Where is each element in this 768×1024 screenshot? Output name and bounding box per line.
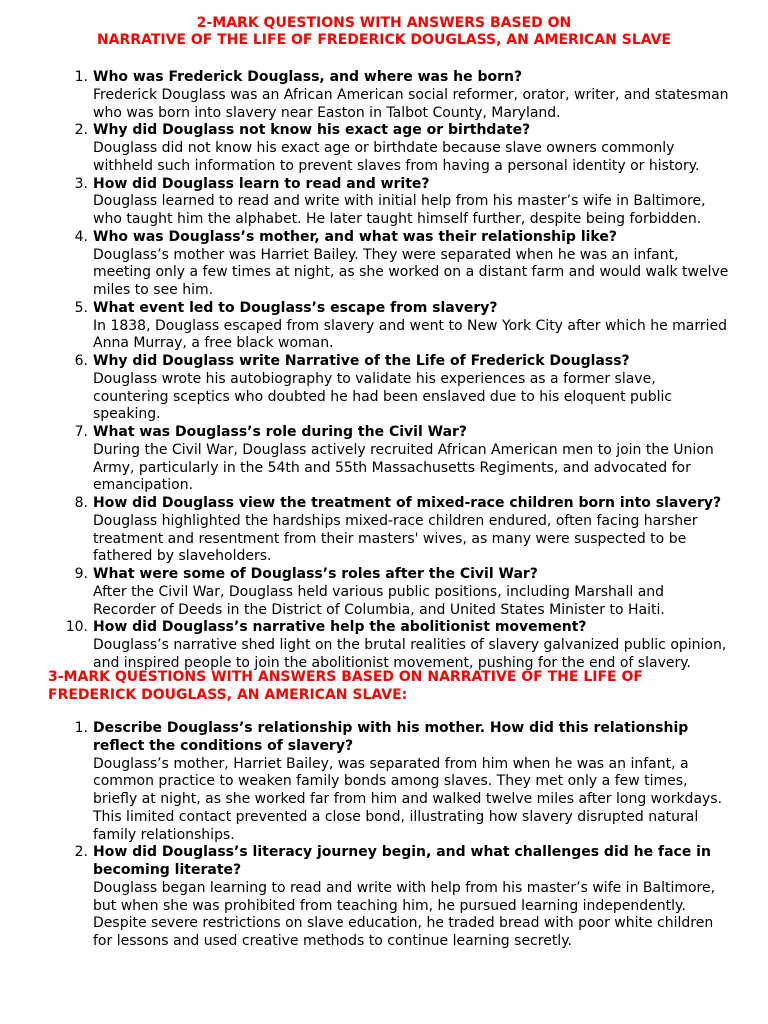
- list-item: [48, 122, 730, 175]
- item-number: 7.: [74, 424, 88, 440]
- list-item: [48, 229, 730, 300]
- question-text: Why did Douglass not know his exact age or birthdate?: [93, 122, 531, 139]
- question-text: Who was Douglass’s mother, and what was their relationship like?: [93, 228, 617, 245]
- item-number: 6.: [74, 353, 88, 369]
- item-number: 5.: [74, 299, 88, 316]
- answer-text: Douglass wrote his autobiography to validate his experiences as a former slave, countering sceptics who doubted he had been enslaved due to his eloquent public speaking.: [93, 370, 673, 423]
- answer-text: Douglass learned to read and write with initial help from his master’s wife in Baltimore, who taught him the alphabet. He later taught himself further, despite being forbidden.: [93, 193, 706, 227]
- answer-text: Douglass began learning to read and write with help from his master’s wife in Baltimore, but when she was prohibited from teaching him, he pursued learning independently. Despite severe restrictions on slave education, he traded bread with poor white children for lessons and used creative methods to continue learning secretly.: [93, 879, 716, 949]
- question-text: How did Douglass’s literacy journey begin, and what challenges did he face in becoming literate?: [93, 844, 711, 878]
- section1-list: [48, 69, 730, 673]
- list-item: [48, 495, 730, 566]
- section2-title-line1: 3-MARK QUESTIONS WITH ANSWERS BASED ON NARRATIVE OF THE LIFE OF: [48, 669, 643, 685]
- answer-text: After the Civil War, Douglass held various public positions, including Marshall and Recorder of Deeds in the District of Columbia, and United States Minister to Haiti.: [93, 583, 665, 618]
- list-item: [48, 844, 730, 951]
- question-text: Why did Douglass write Narrative of the Life of Frederick Douglass?: [93, 353, 630, 369]
- list-item: [48, 300, 730, 353]
- answer-text: Douglass’s mother, Harriet Bailey, was separated from him when he was an infant, a common practice to weaken family bonds among slaves. They met only a few times, briefly at night, as she worked far from him and walked twelve miles after long workdays. This limited contact prevented a close bond, illustrating how slavery disrupted natural family relationships.: [93, 755, 723, 843]
- question-text: Describe Douglass’s relationship with his mother. How did this relationship reflect the conditions of slavery?: [93, 720, 689, 754]
- item-number: 2.: [74, 122, 88, 139]
- answer-text: Frederick Douglass was an African American social reformer, orator, writer, and statesman who was born into slavery near Easton in Talbot County, Maryland.: [93, 86, 729, 121]
- item-number: 4.: [74, 228, 88, 245]
- item-number: 9.: [74, 566, 88, 582]
- question-text: How did Douglass view the treatment of mixed-race children born into slavery?: [93, 495, 722, 511]
- item-number: 2.: [74, 844, 88, 861]
- question-text: How did Douglass learn to read and write?: [93, 175, 430, 192]
- section1-title-line2: NARRATIVE OF THE LIFE OF FREDERICK DOUGLASS, AN AMERICAN SLAVE: [96, 32, 672, 48]
- list-item: [48, 424, 730, 495]
- answer-text: Douglass’s mother was Harriet Bailey. They were separated when he was an infant, meeting only a few times at night, as she worked on a distant farm and would walk twelve miles to see him.: [93, 246, 729, 298]
- section2-title-line2: FREDERICK DOUGLASS, AN AMERICAN SLAVE:: [48, 687, 408, 703]
- list-item: [48, 619, 730, 672]
- question-text: What was Douglass’s role during the Civil War?: [93, 424, 468, 440]
- section2-title: [48, 668, 748, 704]
- item-number: 1.: [74, 69, 88, 85]
- question-text: Who was Frederick Douglass, and where was he born?: [93, 69, 523, 85]
- list-item: [48, 353, 730, 424]
- section1-title-line1: 2-MARK QUESTIONS WITH ANSWERS BASED ON: [196, 15, 572, 31]
- item-number: 3.: [74, 175, 88, 192]
- section2-list: [48, 720, 730, 951]
- list-item: [48, 176, 730, 229]
- list-item: [48, 566, 730, 619]
- question-text: What event led to Douglass’s escape from slavery?: [93, 299, 498, 316]
- answer-text: Douglass highlighted the hardships mixed-race children endured, often facing harsher treatment and resentment from their masters' wives, as many were suspected to be fathered by slaveholders.: [93, 512, 698, 565]
- item-number: 8.: [74, 495, 88, 511]
- question-text: How did Douglass’s narrative help the abolitionist movement?: [93, 619, 587, 636]
- answer-text: Douglass’s narrative shed light on the brutal realities of slavery galvanized public opinion, and inspired people to join the abolitionist movement, pushing for the end of slavery.: [93, 637, 727, 671]
- list-item: [48, 69, 730, 122]
- question-text: What were some of Douglass’s roles after the Civil War?: [93, 566, 538, 582]
- list-item: [48, 720, 730, 844]
- answer-text: In 1838, Douglass escaped from slavery and went to New York City after which he married Anna Murray, a free black woman.: [93, 317, 728, 352]
- item-number: 1.: [74, 720, 88, 736]
- item-number: 10.: [65, 619, 88, 636]
- answer-text: During the Civil War, Douglass actively recruited African American men to join the Union Army, particularly in the 54th and 55th Massachusetts Regiments, and advocated for emancipation.: [93, 441, 714, 494]
- section1-title: [0, 15, 768, 49]
- answer-text: Douglass did not know his exact age or birthdate because slave owners commonly withheld such information to prevent slaves from having a personal identity or history.: [93, 140, 700, 174]
